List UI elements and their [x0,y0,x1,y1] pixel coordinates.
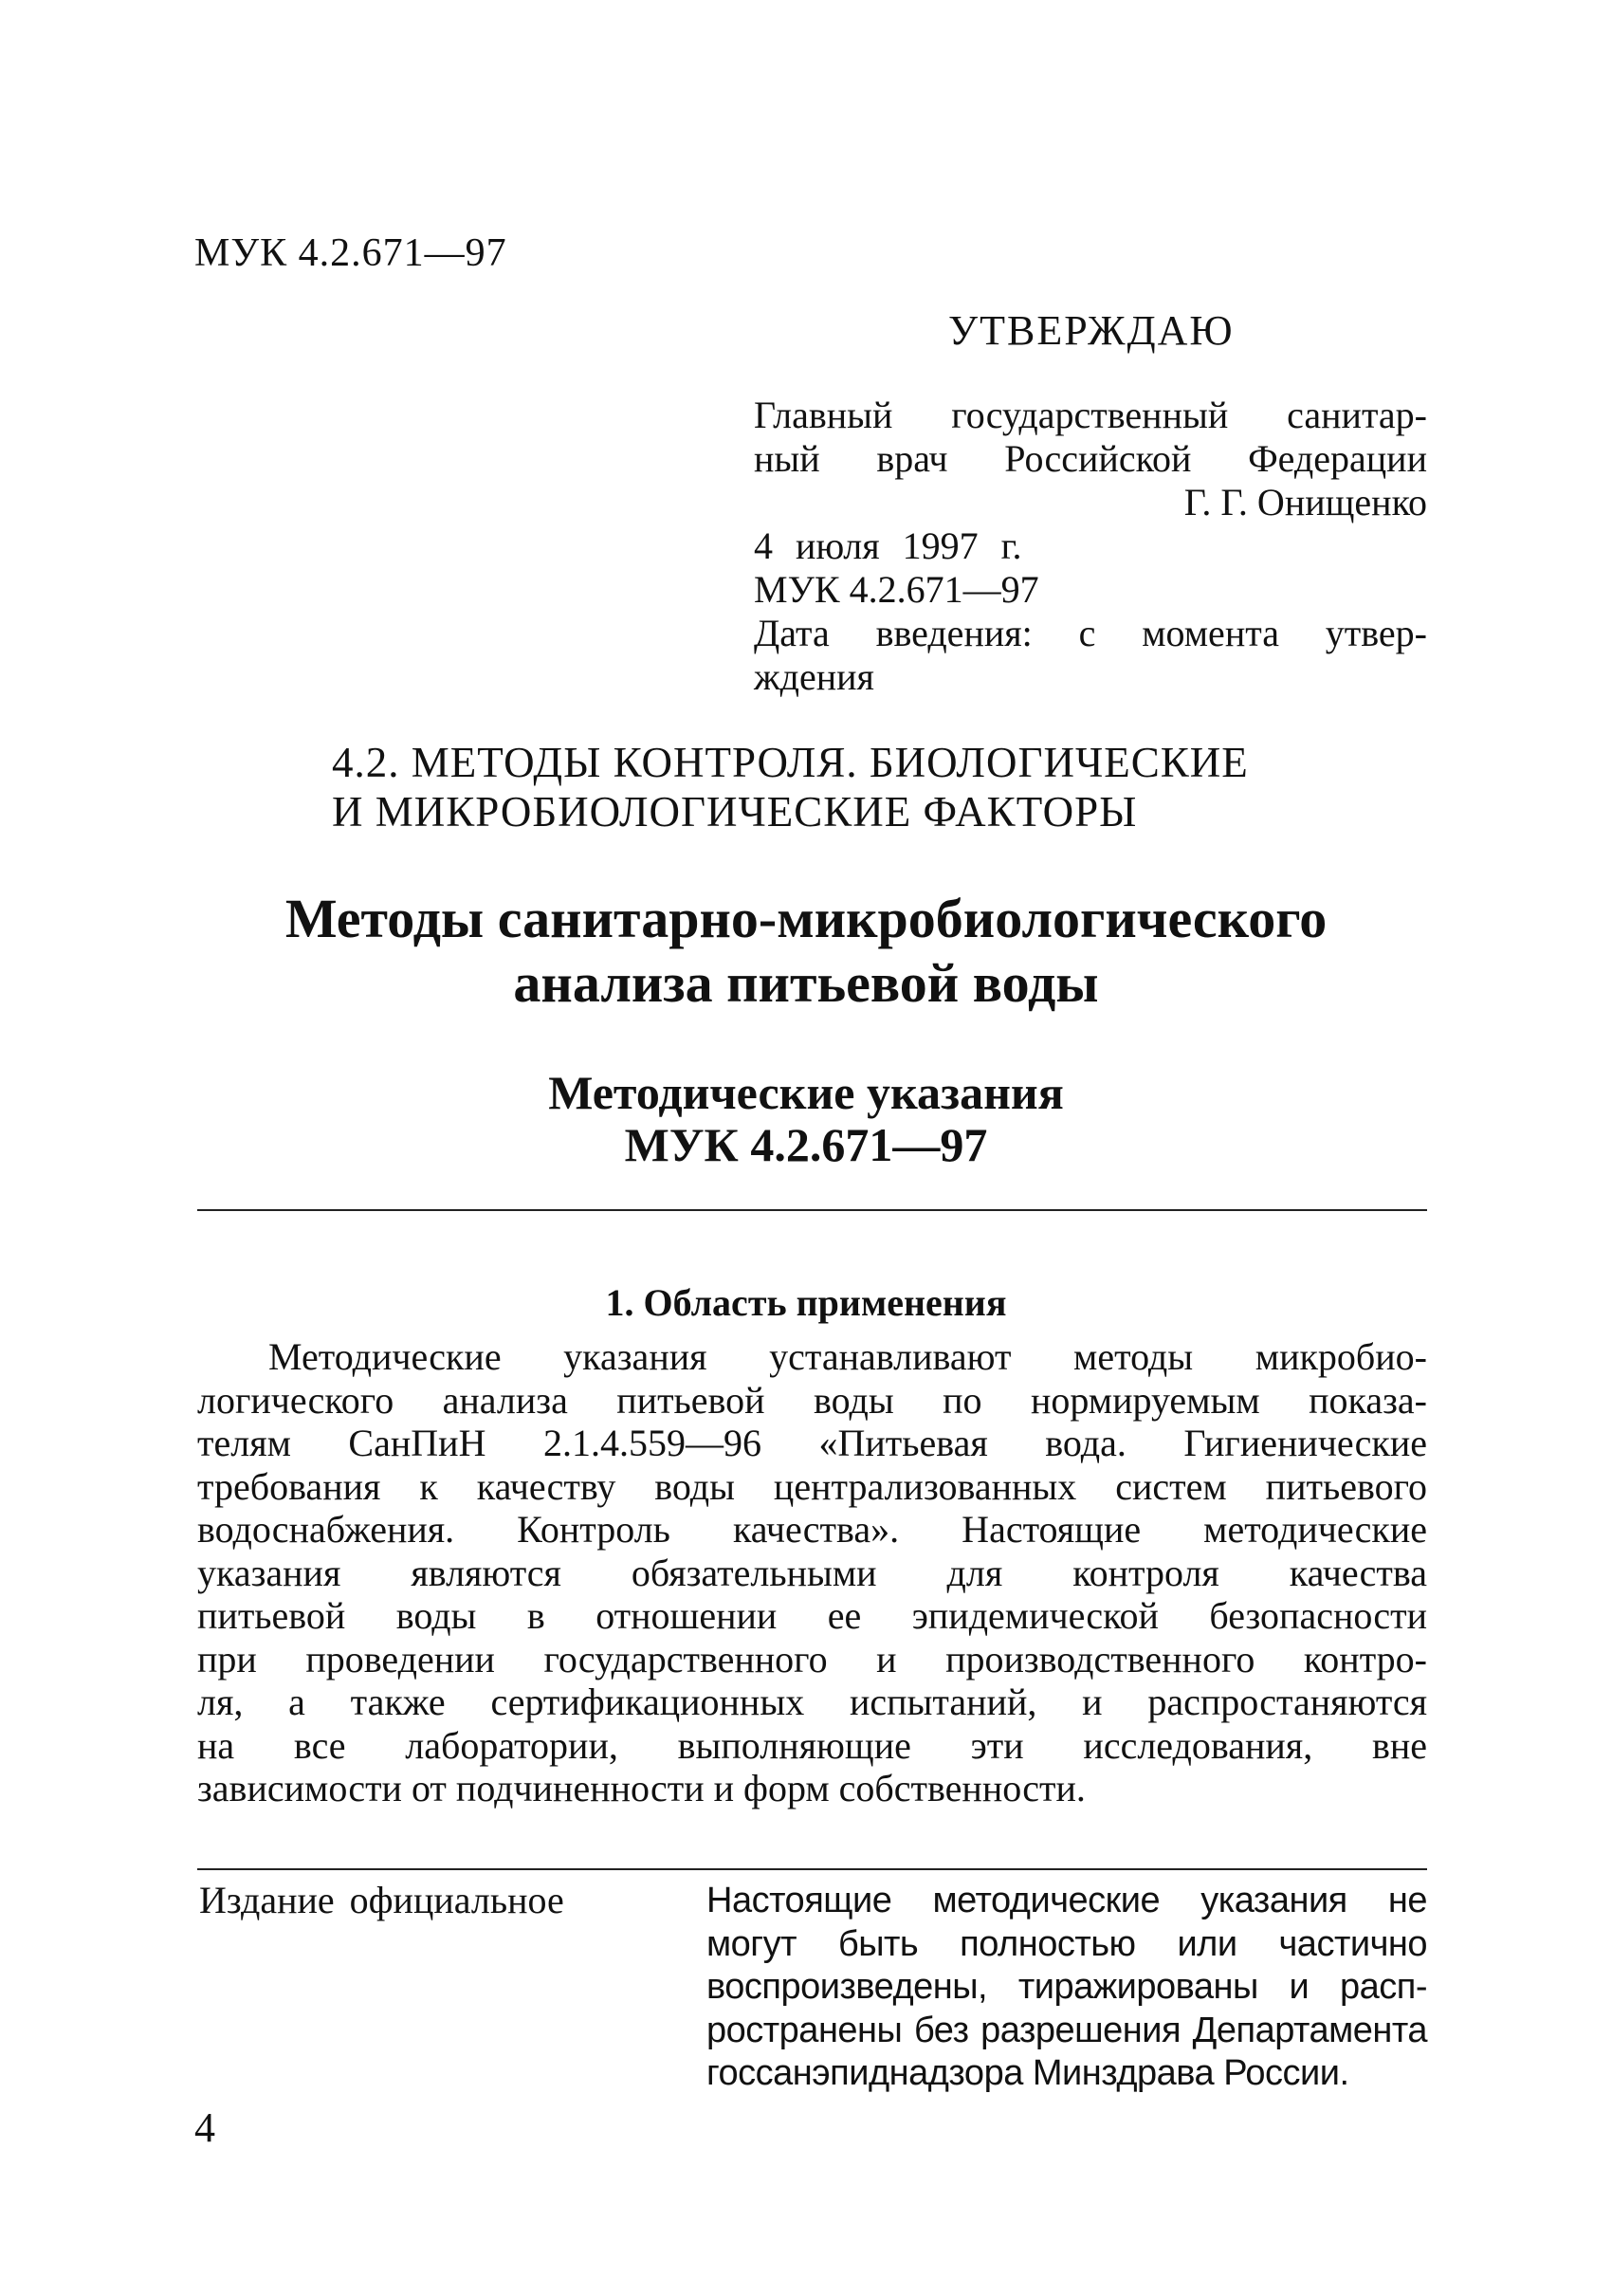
scope-line: на все лаборатории, выполняющие эти исследования, вне [197,1723,1427,1767]
approval-signatory: Г. Г. Онищенко [1183,481,1427,523]
document-subtitle-line-1: Методические указания [548,1066,1064,1119]
scope-line: указания являются обязательными для контроля качества [197,1551,1427,1594]
document-subtitle-line-2: МУК 4.2.671—97 [624,1118,988,1171]
scope-paragraph [197,1335,1427,1810]
approval-line-position-2: ный врач Российской Федерации [754,437,1427,480]
copyright-note-line: госсанэпиднадзора Минздрава России. [706,2053,1349,2093]
copyright-note-line: могут быть полностью или частично [706,1923,1427,1964]
page-number: 4 [194,2104,215,2151]
edition-label: Издание официальное [199,1879,564,1921]
scope-line: водоснабжения. Контроль качества». Настоящие методические [197,1508,1427,1551]
horizontal-rule [197,1209,1427,1211]
document-title [142,887,1470,1016]
approval-doc-code: МУК 4.2.671—97 [754,568,1039,611]
document-title-line-1: Методы санитарно-микробиологического [284,888,1328,949]
scope-line: Методические указания устанавливают методы микробио- [268,1335,1427,1378]
section-heading-line-2: И МИКРОБИОЛОГИЧЕСКИЕ ФАКТОРЫ [332,788,1138,836]
approval-block [754,394,1427,699]
copyright-note-line: воспроизведены, тиражированы и расп- [706,1967,1427,2007]
approval-heading: УТВЕРЖДАЮ [948,307,1235,354]
scope-line: телям СанПиН 2.1.4.559—96 «Питьевая вода. Гигиенические [197,1422,1427,1464]
document-title-line-2: анализа питьевой воды [513,952,1099,1014]
scope-line: логического анализа питьевой воды по нормируемым показа- [197,1378,1427,1422]
scope-line: при проведении государственного и производственного контро- [197,1637,1427,1681]
scope-line: питьевой воды в отношении ее эпидемической безопасности [197,1594,1427,1637]
scope-line: ля, а также сертификационных испытаний, и распростаняются [197,1681,1427,1723]
section-heading-line-1: 4.2. МЕТОДЫ КОНТРОЛЯ. БИОЛОГИЧЕСКИЕ [332,739,1249,786]
approval-effective-date-cont: ждения [754,655,874,698]
approval-date: 4 июля 1997 г. [754,524,1022,567]
document-code: МУК 4.2.671—97 [194,231,507,275]
scope-line: требования к качеству воды централизованных систем питьевого [197,1464,1427,1508]
section-heading [332,738,1249,836]
copyright-note [706,1880,1427,2096]
footer-rule [197,1868,1427,1870]
scope-heading: 1. Область применения [605,1281,1007,1324]
copyright-note-line: Настоящие методические указания не [706,1881,1427,1920]
document-subtitle [142,1067,1470,1171]
copyright-note-line: ространены без разрешения Департамента [706,2010,1427,2050]
approval-line-position-1: Главный государственный санитар- [754,394,1427,436]
approval-effective-date: Дата введения: с момента утвер- [754,612,1427,654]
scope-line: зависимости от подчиненности и форм собственности. [197,1767,1086,1809]
